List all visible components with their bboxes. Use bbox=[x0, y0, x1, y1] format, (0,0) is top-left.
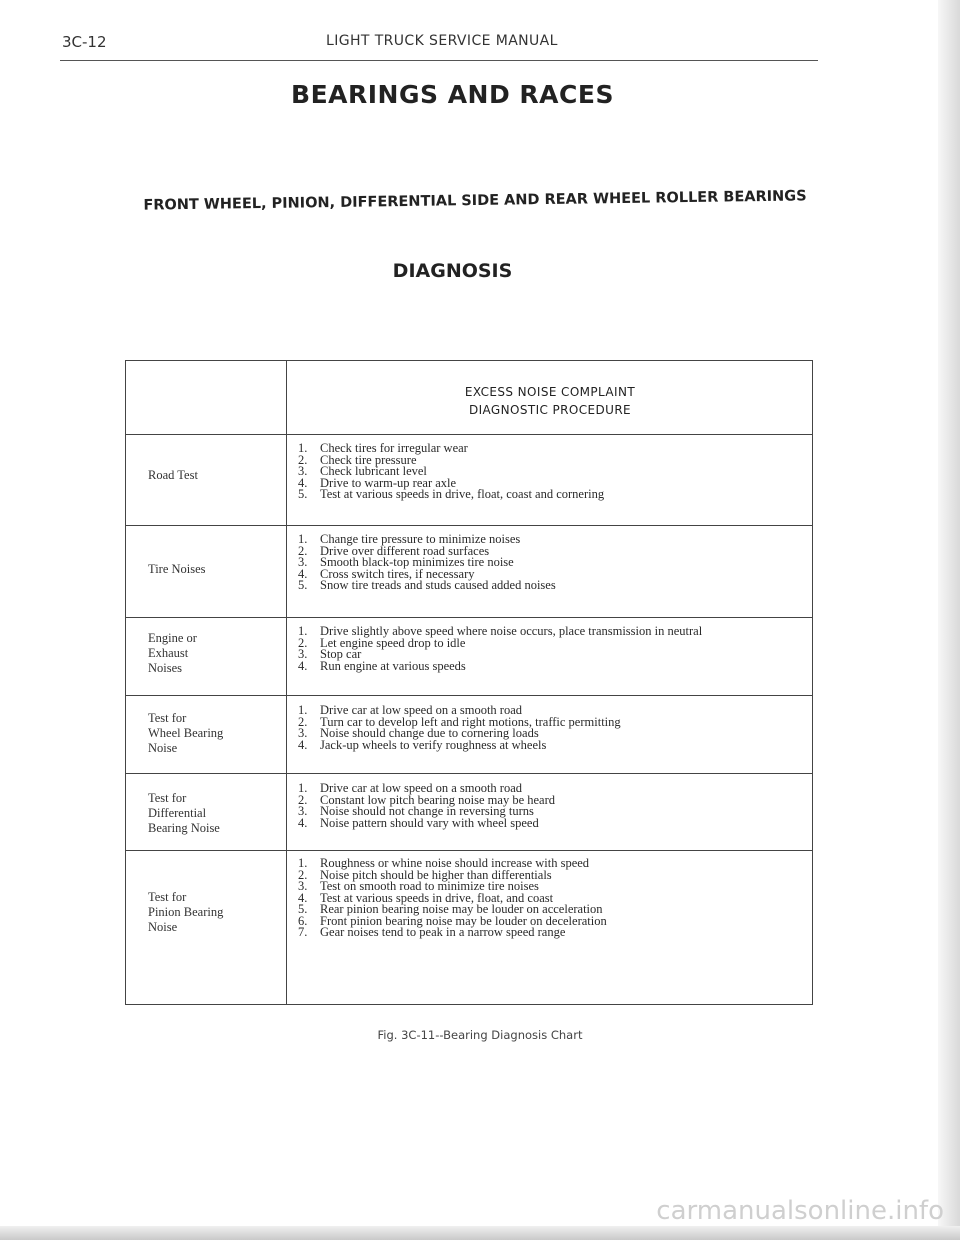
steps-tire-noises bbox=[298, 534, 808, 592]
row-rule bbox=[126, 850, 812, 851]
list-item: 1. Drive car at low speed on a smooth road bbox=[298, 781, 523, 795]
row-rule bbox=[126, 773, 812, 774]
row-label-engine-exhaust: Engine or Exhaust Noises bbox=[148, 631, 197, 675]
page-number: 3C-12 bbox=[62, 33, 107, 51]
chart-header-line-2: DIAGNOSTIC PROCEDURE bbox=[468, 403, 632, 417]
row-rule bbox=[126, 434, 812, 435]
row-rule bbox=[126, 617, 812, 618]
list-item: 6. Front pinion bearing noise may be louder on deceleration bbox=[298, 913, 607, 928]
list-item: 3. Stop car bbox=[298, 647, 362, 661]
list-item: 4. Noise pattern should vary with wheel speed bbox=[298, 815, 539, 830]
list-item: 4. Jack-up wheels to verify roughness at wheels bbox=[298, 737, 547, 752]
list-item: 3. Smooth black-top minimizes tire noise bbox=[298, 555, 514, 569]
row-label-differential-bearing: Test for Differential Bearing Noise bbox=[148, 791, 220, 835]
row-label-road-test: Road Test bbox=[148, 468, 198, 482]
steps-wheel-bearing bbox=[298, 705, 808, 751]
list-item: 5. Test at various speeds in drive, float, coast and cornering bbox=[298, 487, 605, 501]
section-title: DIAGNOSIS bbox=[392, 260, 513, 282]
list-item: 3. Noise should change due to cornering loads bbox=[298, 726, 539, 740]
row-label-tire-noises: Tire Noises bbox=[148, 562, 206, 576]
list-item: 1. Check tires for irregular wear bbox=[298, 441, 468, 455]
chart-header-line-1: EXCESS NOISE COMPLAINT bbox=[464, 385, 636, 399]
row-rule bbox=[126, 695, 812, 696]
page-edge-shadow bbox=[938, 0, 960, 1240]
list-item: 4. Drive to warm-up rear axle bbox=[298, 475, 457, 490]
row-label-pinion-bearing: Test for Pinion Bearing Noise bbox=[148, 890, 224, 934]
running-head: LIGHT TRUCK SERVICE MANUAL bbox=[326, 33, 558, 49]
header-rule bbox=[60, 60, 818, 61]
list-item: 4. Test at various speeds in drive, float, and coast bbox=[298, 890, 554, 905]
list-item: 2. Turn car to develop left and right motions, traffic permitting bbox=[298, 714, 621, 729]
page-bottom-shadow bbox=[0, 1226, 960, 1240]
list-item: 4. Run engine at various speeds bbox=[298, 658, 466, 673]
steps-pinion-bearing bbox=[298, 858, 808, 939]
list-item: 3. Test on smooth road to minimize tire noises bbox=[298, 879, 539, 893]
column-divider bbox=[286, 361, 287, 1004]
list-item: 3. Check lubricant level bbox=[298, 464, 427, 478]
list-item: 2. Constant low pitch bearing noise may be heard bbox=[298, 792, 556, 807]
list-item: 4. Cross switch tires, if necessary bbox=[298, 566, 475, 581]
row-label-wheel-bearing: Test for Wheel Bearing Noise bbox=[148, 711, 224, 755]
list-item: 7. Gear noises tend to peak in a narrow speed range bbox=[298, 925, 566, 939]
list-item: 5. Rear pinion bearing noise may be louder on acceleration bbox=[298, 902, 603, 916]
chart-header bbox=[287, 361, 813, 434]
watermark: carmanualsonline.info bbox=[656, 1196, 944, 1226]
main-title: BEARINGS AND RACES bbox=[291, 80, 614, 109]
row-rule bbox=[126, 525, 812, 526]
list-item: 2. Let engine speed drop to idle bbox=[298, 635, 466, 650]
figure-caption: Fig. 3C-11--Bearing Diagnosis Chart bbox=[377, 1028, 583, 1042]
steps-differential-bearing bbox=[298, 783, 808, 829]
list-item: 1. Change tire pressure to minimize noises bbox=[298, 532, 521, 546]
list-item: 1. Drive car at low speed on a smooth road bbox=[298, 703, 523, 717]
diagnosis-chart bbox=[125, 360, 813, 1005]
list-item: 1. Drive slightly above speed where noise occurs, place transmission in neutral bbox=[298, 624, 703, 638]
subtitle: FRONT WHEEL, PINION, DIFFERENTIAL SIDE AND REAR WHEEL ROLLER BEARINGS bbox=[143, 188, 807, 214]
list-item: 2. Check tire pressure bbox=[298, 452, 417, 467]
steps-engine-exhaust bbox=[298, 626, 808, 672]
steps-road-test bbox=[298, 443, 808, 501]
list-item: 2. Noise pitch should be higher than differentials bbox=[298, 867, 552, 882]
list-item: 1. Roughness or whine noise should increase with speed bbox=[298, 856, 590, 870]
list-item: 5. Snow tire treads and studs caused added noises bbox=[298, 578, 556, 592]
list-item: 2. Drive over different road surfaces bbox=[298, 543, 490, 558]
list-item: 3. Noise should not change in reversing turns bbox=[298, 804, 534, 818]
